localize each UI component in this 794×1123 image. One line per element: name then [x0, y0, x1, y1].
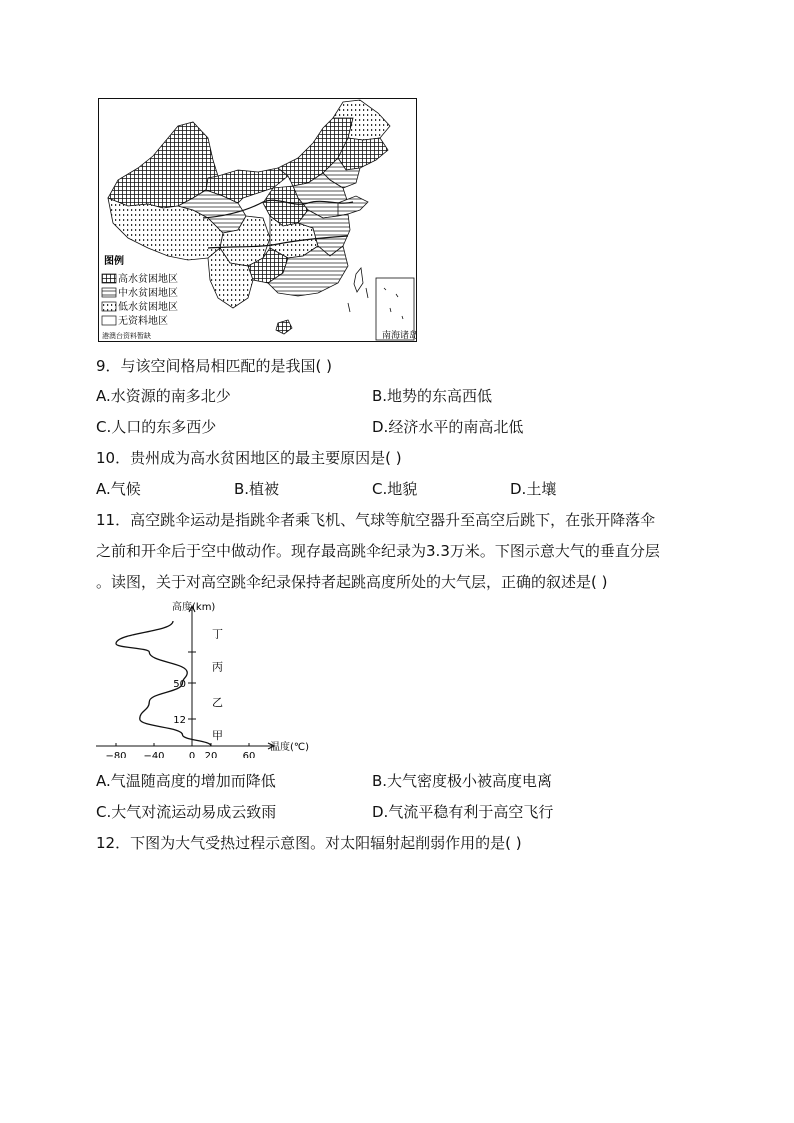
temperature-curve [116, 621, 211, 746]
q10-option-a[interactable]: A.气候 [96, 480, 141, 498]
q12-stem: 12．下图为大气受热过程示意图。对太阳辐射起削弱作用的是( ) [96, 834, 522, 852]
layer-label: 丁 [212, 627, 223, 641]
q11-option-a[interactable]: A.气温随高度的增加而降低 [96, 772, 276, 790]
x-tick-label: −80 [105, 751, 127, 758]
atmosphere-layer-chart [94, 598, 324, 758]
x-axis-label: 温度(℃) [270, 742, 310, 753]
legend-title: 图例 [104, 256, 124, 267]
q11-stem-line-1: 11．高空跳伞运动是指跳伞者乘飞机、气球等航空器升至高空后跳下，在张开降落伞 [96, 511, 656, 529]
q10-stem: 10．贵州成为高水贫困地区的最主要原因是( ) [96, 449, 402, 467]
x-tick-label: −40 [143, 751, 165, 758]
legend-swatch-low [102, 302, 116, 311]
y-tick-label: 12 [173, 715, 186, 726]
legend-swatch-none [102, 316, 116, 325]
q11-option-d[interactable]: D.气流平稳有利于高空飞行 [372, 803, 554, 821]
q11-option-c[interactable]: C.大气对流运动易成云致雨 [96, 803, 277, 821]
q9-option-c[interactable]: C.人口的东多西少 [96, 418, 217, 436]
q9-option-b[interactable]: B.地势的东高西低 [372, 387, 493, 405]
x-tick-label: 0 [188, 751, 196, 758]
q10-option-b[interactable]: B.植被 [234, 480, 280, 498]
y-axis-label: 高度(km) [172, 602, 216, 613]
legend-label-high: 高水贫困地区 [118, 274, 178, 285]
layer-label: 甲 [212, 728, 223, 742]
legend-swatch-high [102, 274, 116, 283]
x-tick-label: 60 [242, 751, 256, 758]
legend-label-medium: 中水贫困地区 [118, 288, 178, 299]
q10-option-d[interactable]: D.土壤 [510, 480, 557, 498]
q10-option-c[interactable]: C.地貌 [372, 480, 418, 498]
q11-stem-line-2: 之前和开伞后于空中做动作。现存最高跳伞纪录为3.3万米。下图示意大气的垂直分层 [96, 542, 660, 560]
q9-stem: 9．与该空间格局相匹配的是我国( ) [96, 357, 333, 375]
china-water-poverty-map [98, 98, 417, 342]
layer-label: 丙 [212, 660, 223, 674]
layer-label: 乙 [212, 695, 223, 709]
legend-label-low: 低水贫困地区 [118, 302, 178, 313]
q11-stem-line-3: 。读图，关于对高空跳伞纪录保持者起跳高度所处的大气层，正确的叙述是( ) [96, 573, 608, 591]
legend-label-none: 无资料地区 [118, 316, 168, 327]
y-tick-label: 50 [173, 679, 186, 690]
legend-swatch-medium [102, 288, 116, 297]
x-tick-label: 20 [204, 751, 218, 758]
map-footnote: 港澳台资料暂缺 [102, 332, 151, 340]
q9-option-d[interactable]: D.经济水平的南高北低 [372, 418, 524, 436]
q9-option-a[interactable]: A.水资源的南多北少 [96, 387, 231, 405]
q11-option-b[interactable]: B.大气密度极小被高度电离 [372, 772, 553, 790]
inset-caption: 南海诸岛 [382, 331, 417, 341]
